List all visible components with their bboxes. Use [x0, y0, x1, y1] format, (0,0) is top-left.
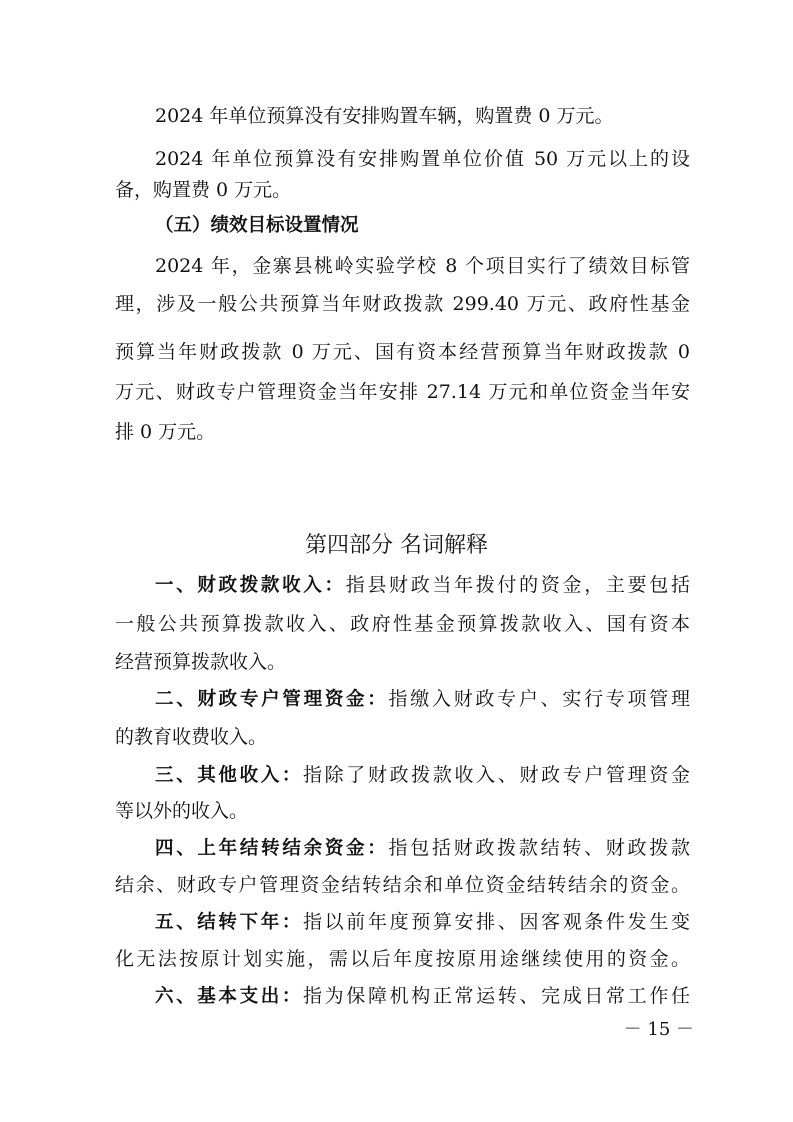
term-definition: 指缴入财政专户、实行专项管理: [388, 688, 690, 710]
term-definition: 指包括财政拨款结转、财政拨款: [388, 837, 690, 859]
term-label: 二、财政专户管理资金：: [155, 689, 389, 710]
term-definition: 指为保障机构正常运转、完成日常工作任: [303, 985, 690, 1007]
term-definition: 指县财政当年拨付的资金，主要包括: [345, 574, 690, 596]
term-label: 五、结转下年：: [155, 912, 304, 933]
term-item-2-line2: 的教育收费收入。: [115, 726, 268, 748]
term-item-6: [155, 984, 690, 1009]
term-label: 六、基本支出：: [155, 986, 304, 1007]
term-item-4: [155, 836, 690, 861]
term-definition: 指除了财政拨款收入、财政专户管理资金: [303, 764, 690, 786]
term-item-4-line2: 结余、财政专户管理资金结转结余和单位资金结转结余的资金。: [115, 874, 690, 896]
paragraph-equipment-purchase-line2: 备，购置费 0 万元。: [115, 179, 292, 201]
paragraph-performance-line4: 万元、财政专户管理资金当年安排 27.14 万元和单位资金当年安: [115, 381, 690, 403]
term-item-3-line2: 等以外的收入。: [115, 800, 249, 822]
term-item-1-line3: 经营预算拨款收入。: [115, 651, 287, 673]
paragraph-equipment-purchase-line1: 2024 年单位预算没有安排购置单位价值 50 万元以上的设: [155, 148, 690, 170]
paragraph-performance-line1: 2024 年，金寨县桃岭实验学校 8 个项目实行了绩效目标管: [155, 255, 690, 277]
term-item-3: [155, 763, 690, 788]
term-definition: 指以前年度预算安排、因客观条件发生变: [303, 911, 690, 933]
paragraph-performance-line5: 排 0 万元。: [115, 421, 216, 443]
term-item-5: [155, 910, 690, 935]
term-label: 三、其他收入：: [155, 765, 304, 786]
term-item-2: [155, 687, 690, 712]
term-item-1: [155, 573, 690, 598]
term-label: 一、财政拨款收入：: [155, 575, 346, 596]
term-label: 四、上年结转结余资金：: [155, 838, 389, 859]
term-item-5-line2: 化无法按原计划实施，需以后年度按原用途继续使用的资金。: [115, 948, 690, 970]
term-item-1-line2: 一般公共预算拨款收入、政府性基金预算拨款收入、国有资本: [115, 613, 690, 635]
section-heading-performance-goals: （五）绩效目标设置情况: [155, 215, 359, 236]
part4-title: 第四部分 名词解释: [305, 533, 488, 558]
page-number: － 15 －: [623, 1019, 694, 1040]
paragraph-performance-line3: 预算当年财政拨款 0 万元、国有资本经营预算当年财政拨款 0: [115, 341, 690, 363]
paragraph-vehicle-purchase: 2024 年单位预算没有安排购置车辆，购置费 0 万元。: [155, 105, 614, 127]
paragraph-performance-line2: 理，涉及一般公共预算当年财政拨款 299.40 万元、政府性基金: [115, 293, 690, 315]
